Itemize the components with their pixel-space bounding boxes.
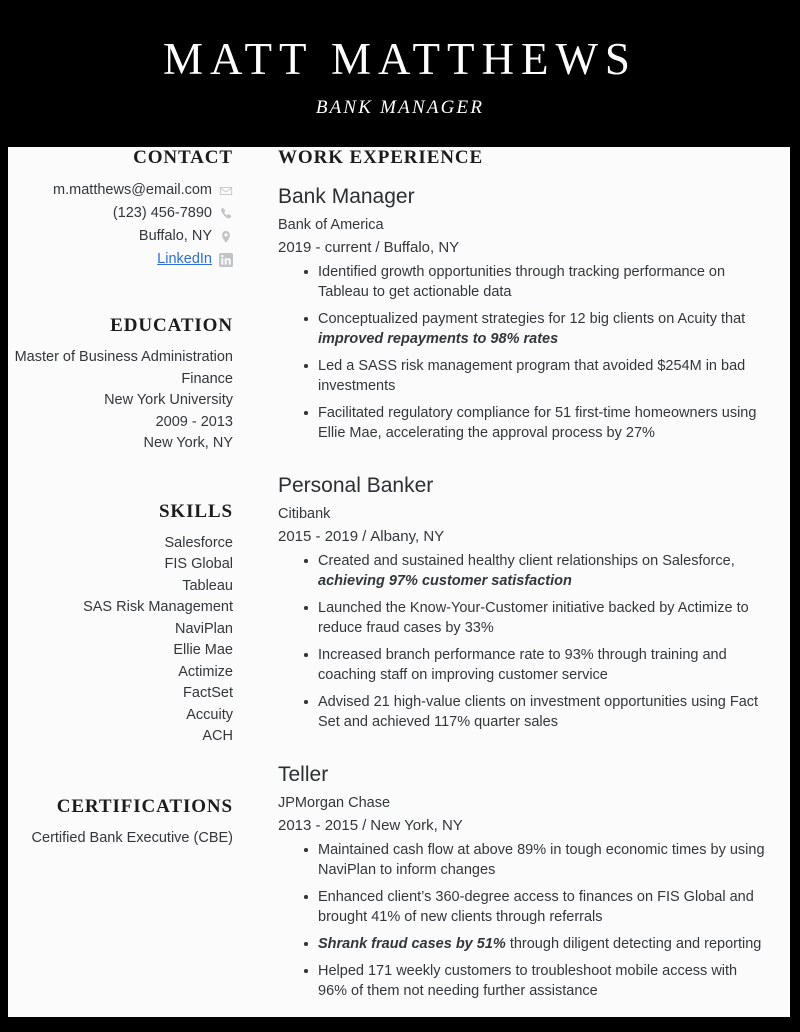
skill-item: ACH (202, 728, 233, 744)
job-bullet (304, 645, 770, 685)
job-bullet (304, 692, 770, 732)
work-experience-section (278, 147, 770, 1008)
education-section (8, 315, 233, 455)
education-line: Master of Business Administration (14, 349, 233, 365)
bullet-text: Advised 21 high-value clients on investment opportunities using Fact Set and achieved 117% quarter sales (318, 694, 759, 730)
bullet-text: Facilitated regulatory compliance for 51 first-time homeowners using Ellie Mae, accelerating the approval process by 27% (318, 405, 757, 441)
phone-icon (219, 207, 233, 221)
job-location: Albany, NY (370, 528, 445, 545)
job-meta (278, 236, 770, 260)
contact-text: m.matthews@email.com (53, 182, 212, 198)
job-meta-separator: / (362, 528, 367, 545)
job-bullet (304, 598, 770, 638)
bullet-text: Launched the Know-Your-Customer initiative backed by Actimize to reduce fraud cases by 33% (318, 600, 749, 636)
contact-item[interactable] (8, 248, 233, 271)
job-dates: 2019 - current (278, 239, 372, 256)
bullet-text: Increased branch performance rate to 93% through training and coaching staff on improving customer service (318, 647, 727, 683)
bullet-text: Conceptualized payment strategies for 12 big clients on Acuity that (318, 311, 746, 327)
skill-item: FIS Global (164, 556, 233, 572)
bullet-text: Led a SASS risk management program that avoided $254M in bad investments (318, 358, 746, 394)
education-line: Finance (181, 370, 233, 387)
job-dates: 2013 - 2015 (278, 817, 359, 834)
bullet-text-after: through diligent detecting and reporting (505, 936, 762, 952)
job-bullet (304, 961, 770, 1001)
skill-item: Tableau (182, 577, 233, 594)
jobs-list (278, 183, 770, 1001)
certifications-section (8, 796, 233, 850)
job-company: Citibank (278, 506, 331, 522)
bullet-emphasis: improved repayments to 98% rates (318, 331, 559, 347)
contact-text: (123) 456-7890 (112, 205, 212, 221)
contact-item[interactable] (8, 225, 233, 248)
job-bullet (304, 840, 770, 880)
job-meta (278, 525, 770, 549)
map-pin-icon (219, 230, 233, 244)
contact-item[interactable] (8, 179, 233, 202)
skill-item: Salesforce (164, 534, 233, 551)
skill-item: Ellie Mae (173, 642, 233, 658)
spacer (8, 455, 233, 501)
job-title: Bank Manager (278, 185, 415, 208)
job-location: Buffalo, NY (383, 239, 460, 256)
bullet-emphasis: achieving 97% customer satisfaction (318, 573, 572, 589)
job-meta-separator: / (375, 239, 380, 256)
skill-item: SAS Risk Management (83, 599, 233, 615)
job-title: Teller (278, 763, 329, 786)
two-column-layout (8, 147, 790, 1017)
skill-item: FactSet (183, 685, 233, 701)
skills-list (8, 533, 233, 748)
education-line: New York University (104, 392, 233, 408)
linkedin-icon (219, 253, 233, 267)
job-location: New York, NY (370, 817, 463, 834)
contact-link-label[interactable]: LinkedIn (157, 251, 212, 267)
bullet-text: Maintained cash flow at above 89% in tough economic times by using NaviPlan to inform changes (318, 842, 765, 878)
resume-header (0, 0, 800, 147)
sidebar (8, 147, 234, 849)
job-meta (278, 814, 770, 838)
spacer (8, 748, 233, 796)
bullet-text: Enhanced client’s 360-degree access to finances on FIS Global and brought 41% of new clients through referrals (318, 889, 754, 925)
certifications-list (8, 828, 233, 850)
job-entry (278, 472, 770, 732)
contact-section (8, 147, 233, 271)
bullet-text: Identified growth opportunities through tracking performance on Tableau to get actionable data (318, 264, 726, 300)
contact-heading: CONTACT (133, 147, 233, 168)
contact-item[interactable] (8, 202, 233, 225)
candidate-name: MATT MATTHEWS (163, 34, 637, 84)
job-meta-separator: / (362, 817, 367, 834)
job-company: JPMorgan Chase (278, 795, 391, 811)
education-line: New York, NY (143, 435, 233, 451)
job-bullet (304, 262, 770, 302)
job-bullet-list (278, 551, 770, 732)
spacer (278, 739, 770, 761)
work-experience-heading: WORK EXPERIENCE (278, 147, 484, 168)
contact-list (8, 179, 233, 271)
job-bullet (304, 403, 770, 443)
education-line: 2009 - 2013 (155, 413, 233, 430)
bullet-text: Helped 171 weekly customers to troubleshoot mobile access with 96% of them not needing further assistance (318, 963, 738, 999)
job-bullet-list (278, 262, 770, 443)
skills-section (8, 501, 233, 748)
job-bullet (304, 309, 770, 349)
job-dates: 2015 - 2019 (278, 528, 359, 545)
skills-heading: SKILLS (158, 500, 233, 522)
envelope-icon (219, 184, 233, 198)
skill-item: NaviPlan (174, 620, 233, 637)
contact-text: Buffalo, NY (138, 228, 212, 244)
job-company: Bank of America (278, 217, 384, 233)
bullet-emphasis: Shrank fraud cases by 51% (318, 936, 506, 952)
bullet-text: Created and sustained healthy client relationships on Salesforce, (318, 553, 735, 569)
skill-item: Accuity (186, 706, 233, 723)
skill-item: Actimize (178, 663, 233, 680)
education-list (8, 347, 233, 455)
certifications-heading: CERTIFICATIONS (56, 795, 233, 817)
spacer (278, 450, 770, 472)
education-heading: EDUCATION (110, 315, 233, 336)
job-title: Personal Banker (278, 474, 434, 497)
job-bullet-list (278, 840, 770, 1001)
certification-item: Certified Bank Executive (CBE) (31, 829, 233, 846)
job-entry (278, 183, 770, 443)
job-bullet (304, 356, 770, 396)
spacer (8, 271, 233, 315)
resume-body (8, 147, 790, 1017)
job-bullet (304, 551, 770, 591)
job-bullet (304, 934, 770, 954)
job-bullet (304, 887, 770, 927)
candidate-job-title: BANK MANAGER (315, 97, 485, 119)
job-entry (278, 761, 770, 1001)
